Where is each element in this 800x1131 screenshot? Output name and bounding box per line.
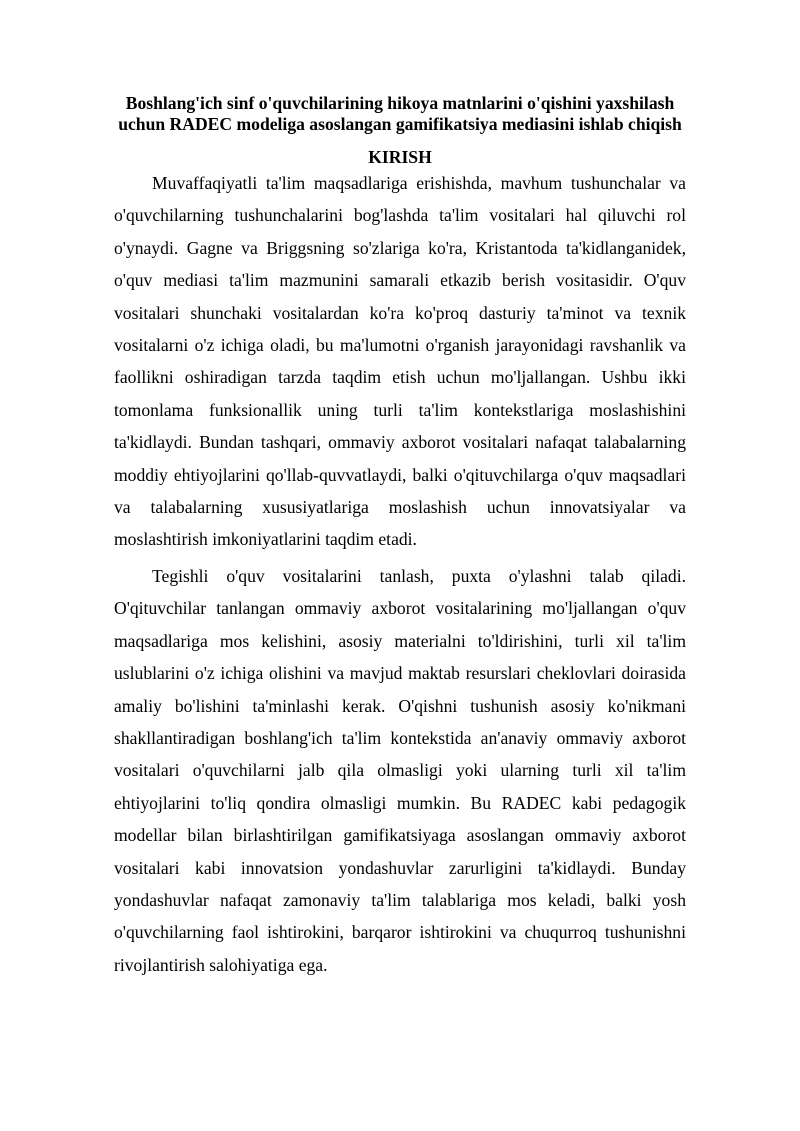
document-page — [114, 93, 686, 981]
section-heading: KIRISH — [368, 147, 432, 167]
document-title: Boshlang'ich sinf o'quvchilarining hikoya matnlarini o'qishini yaxshilash uchun RADEC modeliga asoslangan gamifikatsiya mediasini ishlab chiqish — [118, 93, 682, 134]
paragraph-2: Tegishli o'quv vositalarini tanlash, puxta o'ylashni talab qiladi. O'qituvchilar tanlangan ommaviy axborot vositalarining mo'ljallangan o'quv maqsadlariga mos kelishini, asosiy materialni to'ldirishini, turli xil ta'lim uslublarini o'z ichiga olishini va mavjud maktab resurslari cheklovlari doirasida amaliy bo'lishini ta'minlashi kerak. O'qishni tushunish asosiy ko'nikmani shakllantiradigan boshlang'ich ta'lim kontekstida an'anaviy ommaviy axborot vositalari o'quvchilarni jalb qila olmasligi yoki ularning turli xil ta'lim ehtiyojlarini to'liq qondira olmasligi mumkin. Bu RADEC kabi pedagogik modellar bilan birlashtirilgan gamifikatsiyaga asoslangan ommaviy axborot vositalari kabi innovatsion yondashuvlar zarurligini ta'kidlaydi. Bunday yondashuvlar nafaqat zamonaviy ta'lim talablariga mos keladi, balki yosh o'quvchilarning faol ishtirokini, barqaror ishtirokini va chuqurroq tushunishni rivojlantirish salohiyatiga ega. — [114, 565, 686, 975]
paragraph-1: Muvaffaqiyatli ta'lim maqsadlariga erishishda, mavhum tushunchalar va o'quvchilarning tushunchalarini bog'lashda ta'lim vositalari hal qiluvchi rol o'ynaydi. Gagne va Briggsning so'zlariga ko'ra, Kristantoda ta'kidlanganidek, o'quv mediasi ta'lim mazmunini samarali etkazib berish vositasidir. O'quv vositalari shunchaki vositalardan ko'ra ko'proq dasturiy ta'minot va texnik vositalarni o'z ichiga oladi, bu ma'lumotni o'rganish jarayonidagi ravshanlik va faollikni oshiradigan tarzda taqdim etish uchun mo'ljallangan. Ushbu ikki tomonlama funksionallik uning turli ta'lim kontekstlariga moslashishini ta'kidlaydi. Bundan tashqari, ommaviy axborot vositalari nafaqat talabalarning moddiy ehtiyojlarini qo'llab-quvvatlaydi, balki o'qituvchilarga o'quv maqsadlari va talabalarning xususiyatlariga moslashish uchun innovatsiyalar va moslashtirish imkoniyatlarini taqdim etadi. — [114, 173, 686, 550]
